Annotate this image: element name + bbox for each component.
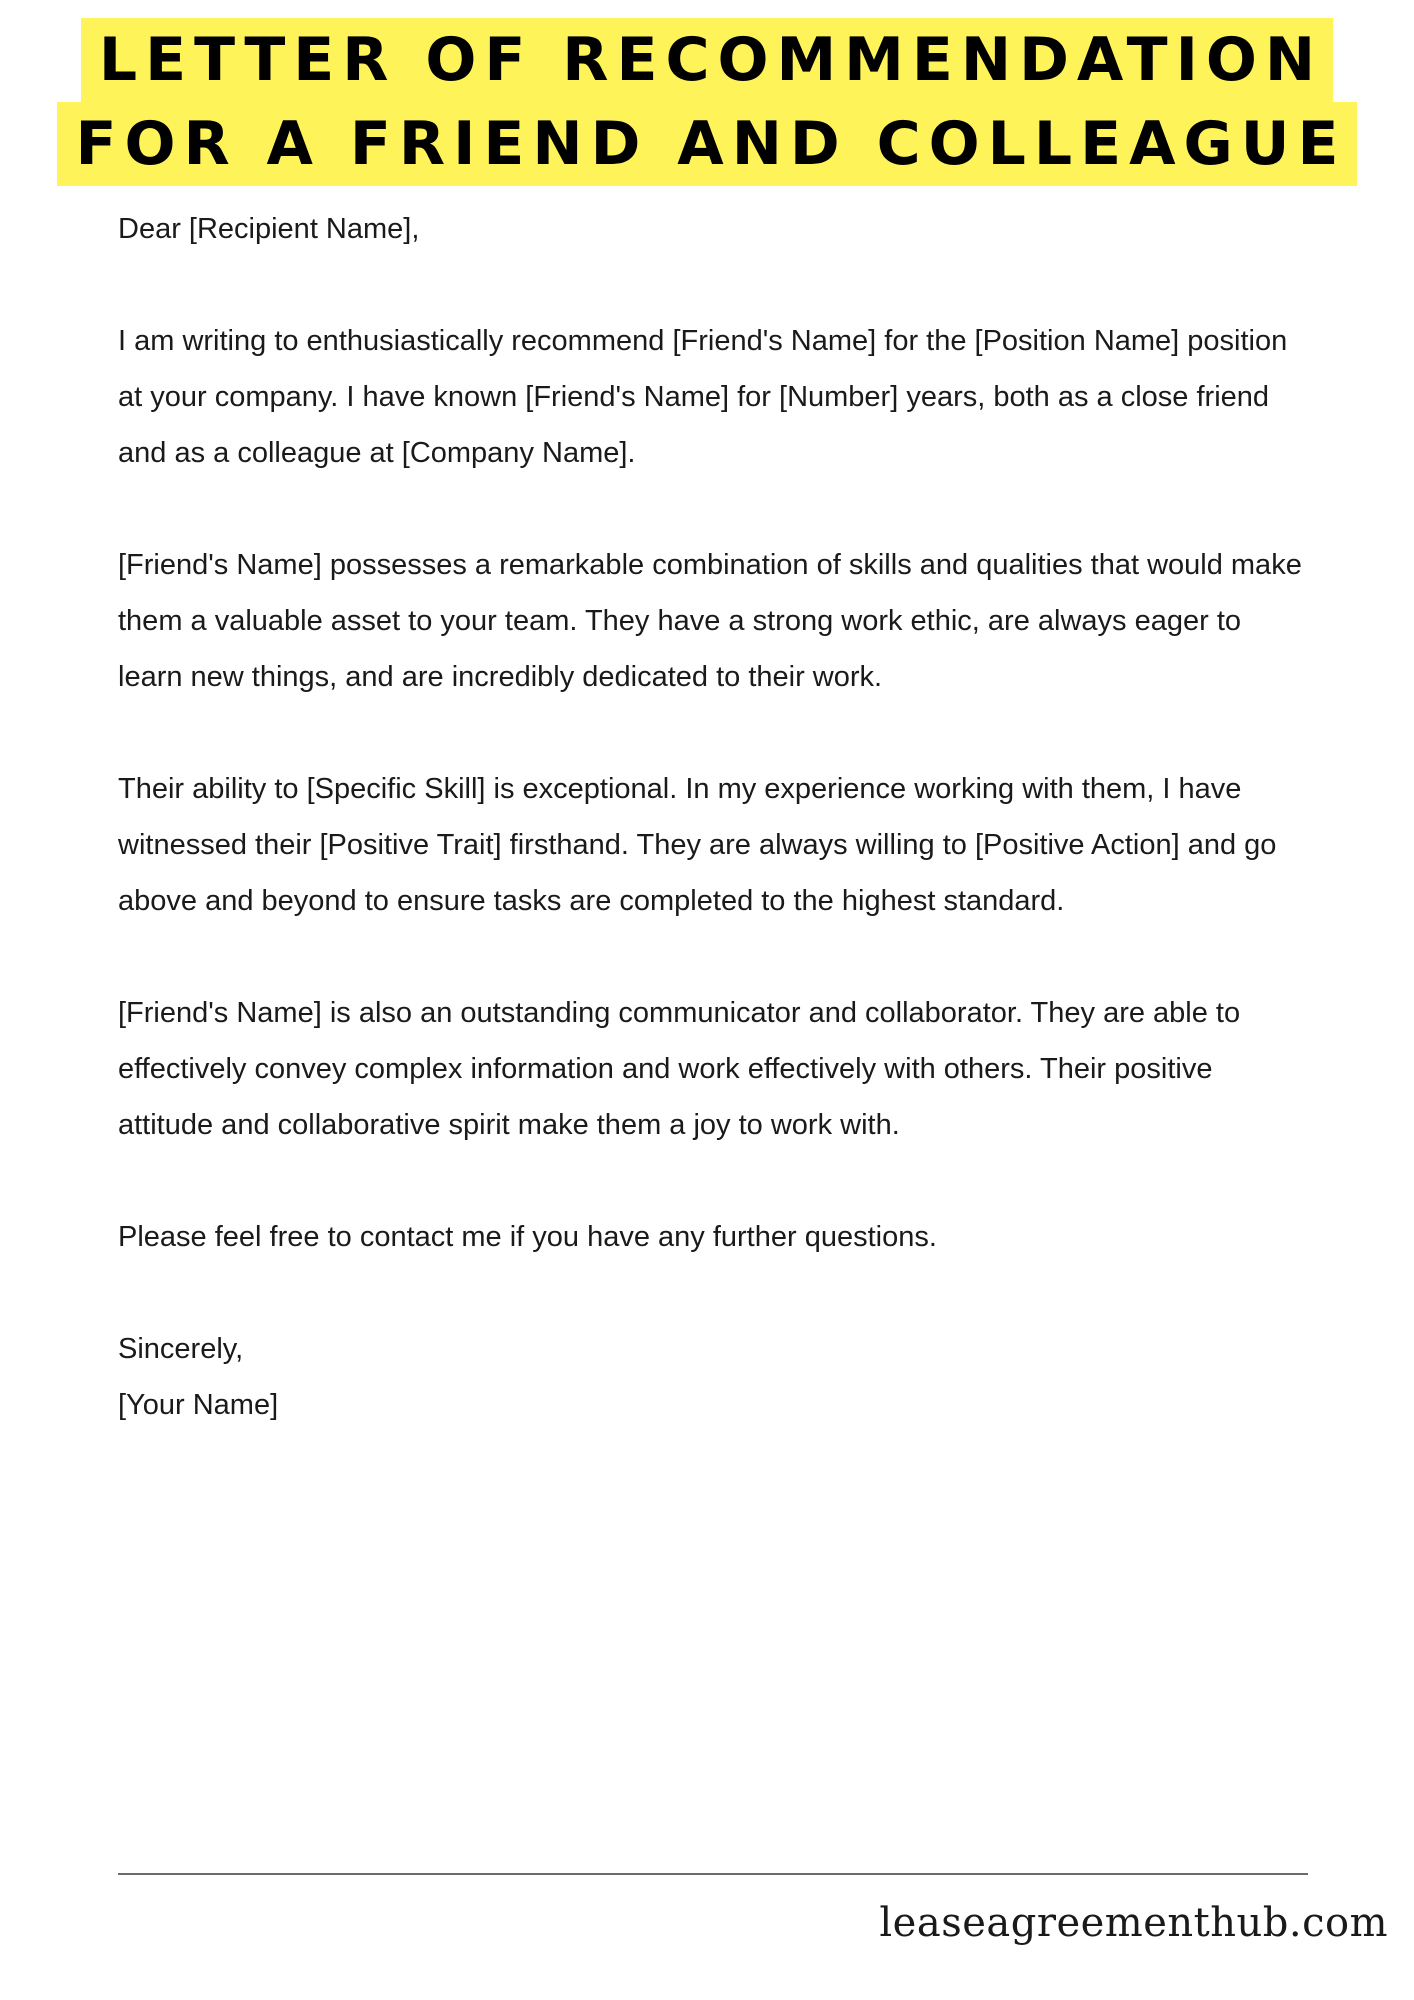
letter-title: [0, 18, 1414, 186]
letter-body: [118, 201, 1308, 1433]
paragraph-skills: Their ability to [Specific Skill] is exceptional. In my experience working with them, I have witnessed their [Positive Trait] firsthand. They are always willing to [Positive Action] and go above and beyond to ensure tasks are completed to the highest standard.: [118, 773, 1277, 917]
website-footer: leaseagreementhub.com: [879, 1900, 1388, 1946]
title-line-1: LETTER OF RECOMMENDATION: [81, 18, 1333, 102]
signature-placeholder: [Your Name]: [118, 1389, 279, 1421]
paragraph-communication: [Friend's Name] is also an outstanding communicator and collaborator. They are able to effectively convey complex information and work effectively with others. Their positive attitude and collaborative spirit make them a joy to work with.: [118, 997, 1241, 1141]
paragraph-introduction: I am writing to enthusiastically recommend [Friend's Name] for the [Position Name] position at your company. I have known [Friend's Name] for [Number] years, both as a close friend and as a colleague at [Company Name].: [118, 325, 1288, 469]
salutation: Dear [Recipient Name],: [118, 213, 420, 245]
title-line-2: FOR A FRIEND AND COLLEAGUE: [57, 102, 1356, 186]
paragraph-contact: Please feel free to contact me if you have any further questions.: [118, 1221, 937, 1253]
footer-divider: [118, 1873, 1308, 1875]
closing: Sincerely,: [118, 1333, 244, 1365]
paragraph-qualities: [Friend's Name] possesses a remarkable combination of skills and qualities that would make them a valuable asset to your team. They have a strong work ethic, are always eager to learn new things, and are incredibly dedicated to their work.: [118, 549, 1302, 693]
